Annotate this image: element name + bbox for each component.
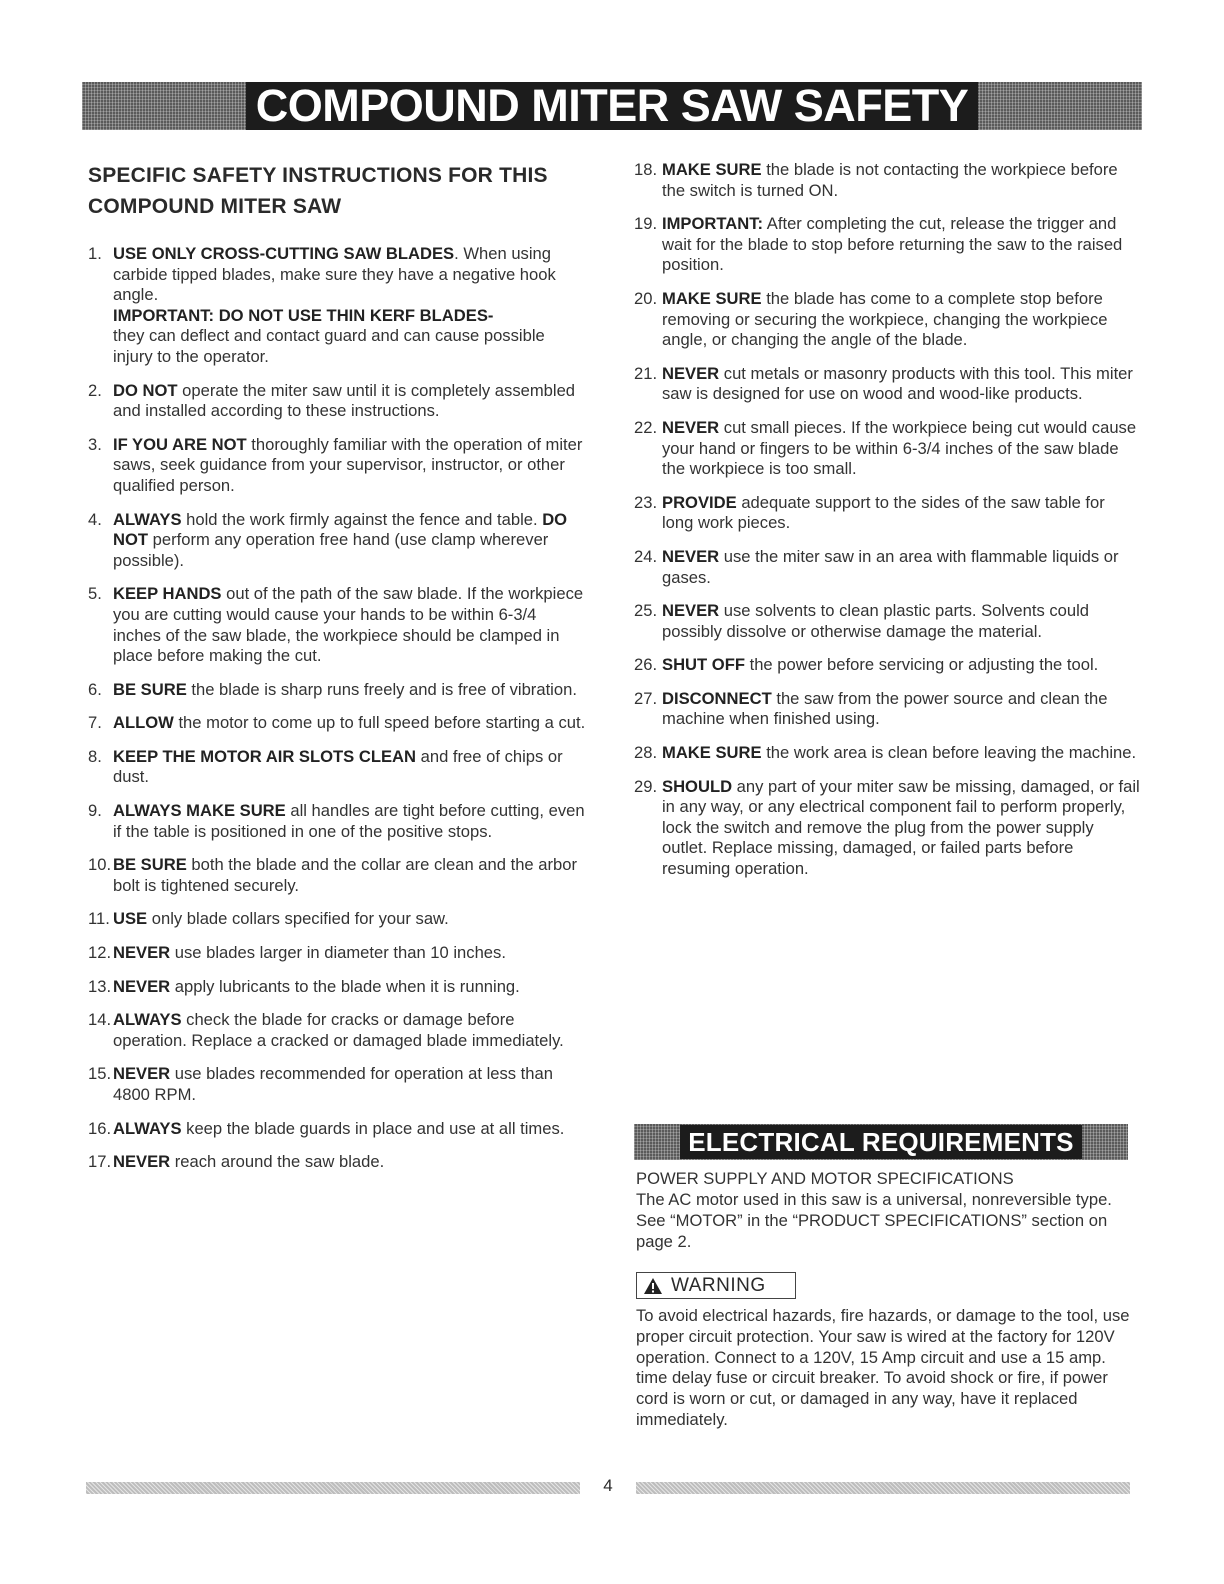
safety-list-right bbox=[634, 160, 1140, 880]
item-number: 3. bbox=[88, 434, 102, 454]
warning-text: To avoid electrical hazards, fire hazards, or damage to the tool, use proper circuit protection. Your saw is wired at the factory for 120V operation. Connect to a 120V, 15 Amp circuit and use a 15 amp. time delay fuse or circuit breaker. To avoid shock or fire, if power cord is worn or cut, or damaged in any way, have it replaced immediately. bbox=[636, 1306, 1130, 1429]
safety-item bbox=[88, 1119, 588, 1140]
item-number: 23. bbox=[634, 492, 658, 512]
item-keyword: DO NOT bbox=[113, 380, 178, 400]
item-number: 11. bbox=[88, 909, 110, 929]
safety-item bbox=[88, 244, 588, 368]
item-number: 17. bbox=[88, 1152, 112, 1172]
safety-item bbox=[88, 584, 588, 666]
safety-item bbox=[88, 1010, 588, 1051]
item-text: . When using carbide tipped blades, make sure they have a negative hook angle. bbox=[113, 244, 556, 305]
item-number: 21. bbox=[634, 363, 658, 383]
safety-item bbox=[634, 777, 1140, 880]
page-title: COMPOUND MITER SAW SAFETY bbox=[246, 82, 979, 130]
safety-item bbox=[88, 1064, 588, 1105]
safety-item bbox=[88, 855, 588, 896]
item-keyword: NEVER bbox=[113, 943, 171, 963]
safety-list-left bbox=[88, 244, 588, 1173]
item-number: 4. bbox=[88, 509, 102, 529]
item-text: any part of your miter saw be missing, damaged, or fail in any way, or any electrical component fail to perform properly, lock the switch and remove the plug from the power supply outlet. Replace missing, damaged, or failed parts before resuming operation. bbox=[662, 776, 1140, 879]
item-number: 5. bbox=[88, 584, 102, 604]
item-keyword: ALWAYS MAKE SURE bbox=[113, 801, 286, 821]
safety-item bbox=[88, 1152, 588, 1173]
safety-item bbox=[634, 214, 1140, 276]
safety-item bbox=[88, 977, 588, 998]
item-important: IMPORTANT: DO NOT USE THIN KERF BLADES- bbox=[113, 305, 494, 325]
section-heading: SPECIFIC SAFETY INSTRUCTIONS FOR THIS COMPOUND MITER SAW bbox=[88, 164, 548, 218]
item-number: 20. bbox=[634, 288, 658, 308]
item-number: 28. bbox=[634, 743, 658, 763]
warning-triangle-icon bbox=[643, 1277, 663, 1295]
item-number: 1. bbox=[88, 244, 102, 263]
item-text: operate the miter saw until it is completely assembled and installed according to these instructions. bbox=[113, 380, 576, 421]
safety-item bbox=[88, 680, 588, 701]
safety-item bbox=[88, 435, 588, 497]
item-text: use solvents to clean plastic parts. Solvents could possibly dissolve or otherwise damage the material. bbox=[662, 601, 1090, 641]
item-keyword: ALLOW bbox=[113, 713, 174, 733]
safety-item bbox=[634, 689, 1140, 730]
item-keyword: BE SURE bbox=[113, 855, 187, 875]
item-text: use the miter saw in an area with flammable liquids or gases. bbox=[662, 546, 1119, 587]
item-text: both the blade and the collar are clean and the arbor bolt is tightened securely. bbox=[113, 855, 577, 895]
item-number: 8. bbox=[88, 746, 102, 766]
item-keyword: IMPORTANT: bbox=[662, 214, 764, 234]
item-text: the saw from the power source and clean the machine when finished using. bbox=[662, 688, 1108, 729]
item-keyword: KEEP HANDS bbox=[113, 584, 222, 604]
item-text: keep the blade guards in place and use at all times. bbox=[181, 1118, 565, 1138]
item-text: perform any operation free hand (use clamp wherever possible). bbox=[113, 530, 549, 570]
footer-bar-left bbox=[86, 1482, 580, 1494]
warning-label-box bbox=[636, 1272, 796, 1299]
safety-item bbox=[88, 381, 588, 422]
item-keyword: SHUT OFF bbox=[662, 655, 745, 675]
item-keyword: MAKE SURE bbox=[662, 743, 762, 763]
item-keyword: MAKE SURE bbox=[662, 288, 762, 308]
item-text: they can deflect and contact guard and can cause possible injury to the operator. bbox=[113, 326, 545, 366]
item-text: cut metals or masonry products with this tool. This miter saw is designed for use on wood and wood-like products. bbox=[662, 363, 1133, 404]
item-text: After completing the cut, release the trigger and wait for the blade to stop before returning the saw to the raised position. bbox=[662, 214, 1123, 275]
item-number: 24. bbox=[634, 546, 658, 566]
item-number: 27. bbox=[634, 688, 658, 708]
electrical-text: The AC motor used in this saw is a universal, nonreversible type. See “MOTOR” in the “PRODUCT SPECIFICATIONS” section on page 2. bbox=[636, 1190, 1112, 1251]
page-number: 4 bbox=[603, 1476, 613, 1495]
item-number: 16. bbox=[88, 1118, 112, 1138]
item-keyword: NEVER bbox=[113, 976, 171, 996]
item-keyword: USE ONLY CROSS-CUTTING SAW BLADES bbox=[113, 244, 455, 263]
item-keyword: NEVER bbox=[662, 417, 720, 437]
item-text: reach around the saw blade. bbox=[170, 1152, 385, 1172]
item-number: 6. bbox=[88, 679, 102, 699]
item-number: 29. bbox=[634, 776, 658, 796]
item-text: adequate support to the sides of the saw table for long work pieces. bbox=[662, 492, 1105, 533]
safety-item bbox=[88, 801, 588, 842]
item-text: all handles are tight before cutting, even if the table is positioned in one of the positive stops. bbox=[113, 801, 585, 841]
electrical-body bbox=[636, 1168, 1136, 1252]
safety-item bbox=[634, 364, 1140, 405]
item-text: the motor to come up to full speed before starting a cut. bbox=[173, 713, 586, 733]
item-text: the work area is clean before leaving the machine. bbox=[761, 743, 1137, 763]
item-keyword: NEVER bbox=[662, 363, 720, 383]
title-banner bbox=[82, 82, 1142, 130]
electrical-title: ELECTRICAL REQUIREMENTS bbox=[680, 1125, 1081, 1159]
item-number: 12. bbox=[88, 943, 112, 963]
safety-item bbox=[634, 601, 1140, 642]
item-text: cut small pieces. If the workpiece being cut would cause your hand or fingers to be within 6-3/4 inches of the saw blade the workpiece is too small. bbox=[662, 417, 1137, 479]
electrical-heading: POWER SUPPLY AND MOTOR SPECIFICATIONS bbox=[636, 1169, 1014, 1188]
item-keyword: PROVIDE bbox=[662, 492, 737, 512]
safety-item bbox=[634, 547, 1140, 588]
item-keyword: DO NOT bbox=[113, 509, 568, 550]
safety-item bbox=[634, 418, 1140, 480]
safety-item bbox=[634, 743, 1140, 764]
item-text: and free of chips or dust. bbox=[113, 746, 563, 787]
footer-bar-right bbox=[636, 1482, 1130, 1494]
item-text: out of the path of the saw blade. If the workpiece you are cutting would cause your hands to be within 6-3/4 inches of the saw blade, the workpiece should be clamped in place before making the cut. bbox=[113, 584, 584, 666]
safety-item bbox=[88, 713, 588, 734]
item-keyword: USE bbox=[113, 909, 148, 929]
item-text: check the blade for cracks or damage before operation. Replace a cracked or damaged blade immediately. bbox=[113, 1010, 564, 1050]
safety-item bbox=[88, 747, 588, 788]
item-text: use blades recommended for operation at less than 4800 RPM. bbox=[113, 1064, 553, 1104]
item-number: 7. bbox=[88, 713, 102, 733]
item-keyword: NEVER bbox=[113, 1064, 171, 1084]
item-keyword: MAKE SURE bbox=[662, 160, 762, 179]
electrical-banner bbox=[634, 1124, 1128, 1160]
item-text: apply lubricants to the blade when it is running. bbox=[170, 976, 520, 996]
item-number: 19. bbox=[634, 214, 658, 234]
item-keyword: ALWAYS bbox=[113, 1010, 182, 1030]
item-text: use blades larger in diameter than 10 inches. bbox=[170, 943, 506, 963]
item-text: the blade is sharp runs freely and is free of vibration. bbox=[186, 679, 577, 699]
item-number: 9. bbox=[88, 801, 102, 821]
item-keyword: DISCONNECT bbox=[662, 688, 772, 708]
safety-item bbox=[88, 909, 588, 930]
item-number: 25. bbox=[634, 601, 658, 621]
item-number: 10. bbox=[88, 855, 112, 875]
item-number: 18. bbox=[634, 160, 658, 179]
safety-item bbox=[634, 160, 1140, 201]
item-keyword: BE SURE bbox=[113, 679, 187, 699]
item-number: 13. bbox=[88, 976, 112, 996]
left-column bbox=[88, 160, 588, 1186]
item-text: only blade collars specified for your saw. bbox=[147, 909, 449, 929]
safety-item bbox=[634, 289, 1140, 351]
item-keyword: NEVER bbox=[662, 601, 720, 621]
safety-item bbox=[634, 493, 1140, 534]
warning-label: WARNING bbox=[671, 1274, 766, 1296]
safety-item bbox=[88, 943, 588, 964]
item-number: 26. bbox=[634, 655, 658, 675]
safety-item bbox=[88, 510, 588, 572]
item-text: hold the work firmly against the fence and table. bbox=[181, 509, 543, 529]
item-keyword: KEEP THE MOTOR AIR SLOTS CLEAN bbox=[113, 746, 417, 766]
item-number: 14. bbox=[88, 1010, 112, 1030]
item-text: the power before servicing or adjusting the tool. bbox=[744, 655, 1099, 675]
item-number: 22. bbox=[634, 417, 658, 437]
item-keyword: NEVER bbox=[113, 1152, 171, 1172]
safety-item bbox=[634, 655, 1140, 676]
item-text: the blade is not contacting the workpiece before the switch is turned ON. bbox=[662, 160, 1118, 200]
item-text: thoroughly familiar with the operation of miter saws, seek guidance from your supervisor, instructor, or other qualified person. bbox=[113, 434, 583, 495]
right-column bbox=[634, 160, 1140, 893]
item-keyword: SHOULD bbox=[662, 776, 733, 796]
item-keyword: ALWAYS bbox=[113, 509, 182, 529]
item-keyword: IF YOU ARE NOT bbox=[113, 434, 247, 454]
item-keyword: ALWAYS bbox=[113, 1118, 182, 1138]
item-text: the blade has come to a complete stop before removing or securing the workpiece, changing the workpiece angle, or changing the angle of the blade. bbox=[662, 288, 1108, 350]
item-number: 2. bbox=[88, 380, 102, 400]
item-number: 15. bbox=[88, 1064, 112, 1084]
item-keyword: NEVER bbox=[662, 546, 720, 566]
